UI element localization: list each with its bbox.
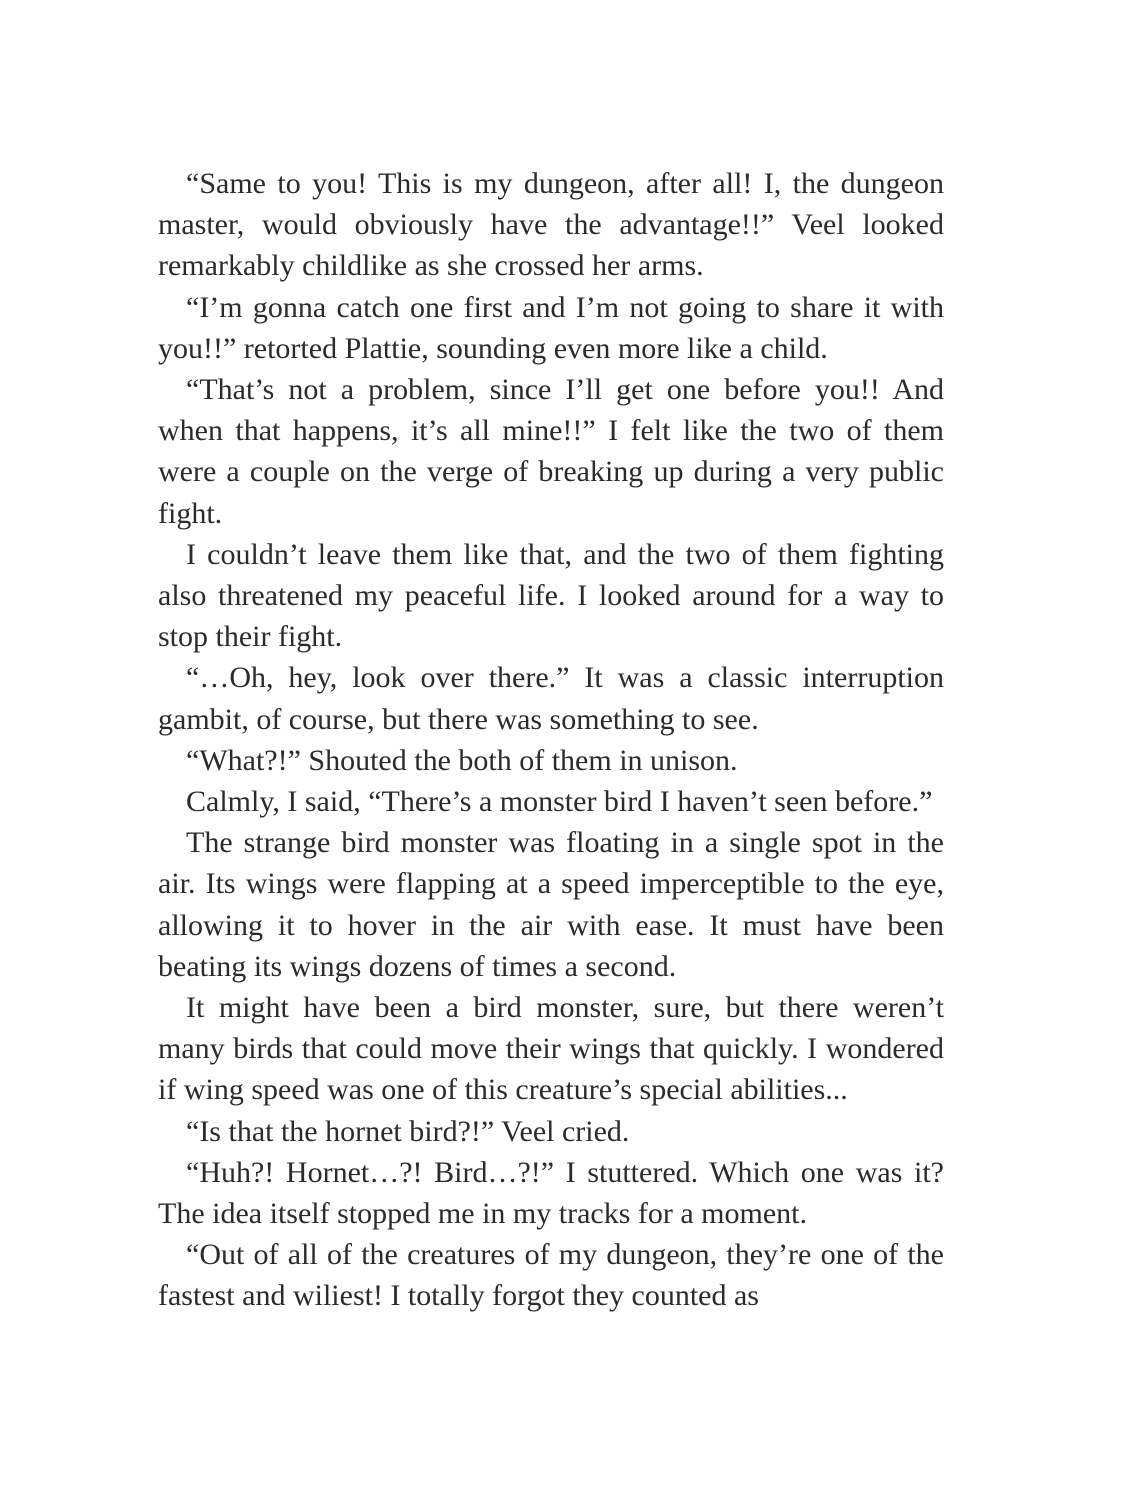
paragraph: “Same to you! This is my dungeon, after all! I, the dungeon master, would obviously have the advantage!!” Veel looked remarkably childlike as she crossed her arms. <box>158 167 944 283</box>
paragraph: “Huh?! Hornet…?! Bird…?!” I stuttered. Which one was it? The idea itself stopped me in my tracks for a moment. <box>158 1155 944 1231</box>
paragraph: The strange bird monster was floating in a single spot in the air. Its wings were flapping at a speed imperceptible to the eye, allowing it to hover in the air with ease. It must have been beating its wings dozens of times a second. <box>158 826 944 983</box>
paragraph: “What?!” Shouted the both of them in unison. <box>186 743 738 777</box>
paragraph: “That’s not a problem, since I’ll get one before you!! And when that happens, it’s all mine!!” I felt like the two of them were a couple on the verge of breaking up during a very public fight. <box>158 373 944 530</box>
book-page-text <box>158 163 944 1317</box>
paragraph: It might have been a bird monster, sure, but there weren’t many birds that could move their wings that quickly. I wondered if wing speed was one of this creature’s special abilities... <box>158 991 944 1107</box>
paragraph: “I’m gonna catch one first and I’m not going to share it with you!!” retorted Plattie, sounding even more like a child. <box>158 290 944 365</box>
paragraph: “Is that the hornet bird?!” Veel cried. <box>186 1114 630 1148</box>
paragraph: “…Oh, hey, look over there.” It was a classic interruption gambit, of course, but there was something to see. <box>158 661 944 736</box>
paragraph: I couldn’t leave them like that, and the two of them fighting also threatened my peaceful life. I looked around for a way to stop their fight. <box>158 537 944 654</box>
paragraph: “Out of all of the creatures of my dungeon, they’re one of the fastest and wiliest! I totally forgot they counted as <box>158 1238 944 1313</box>
paragraph: Calmly, I said, “There’s a monster bird I haven’t seen before.” <box>186 785 933 819</box>
